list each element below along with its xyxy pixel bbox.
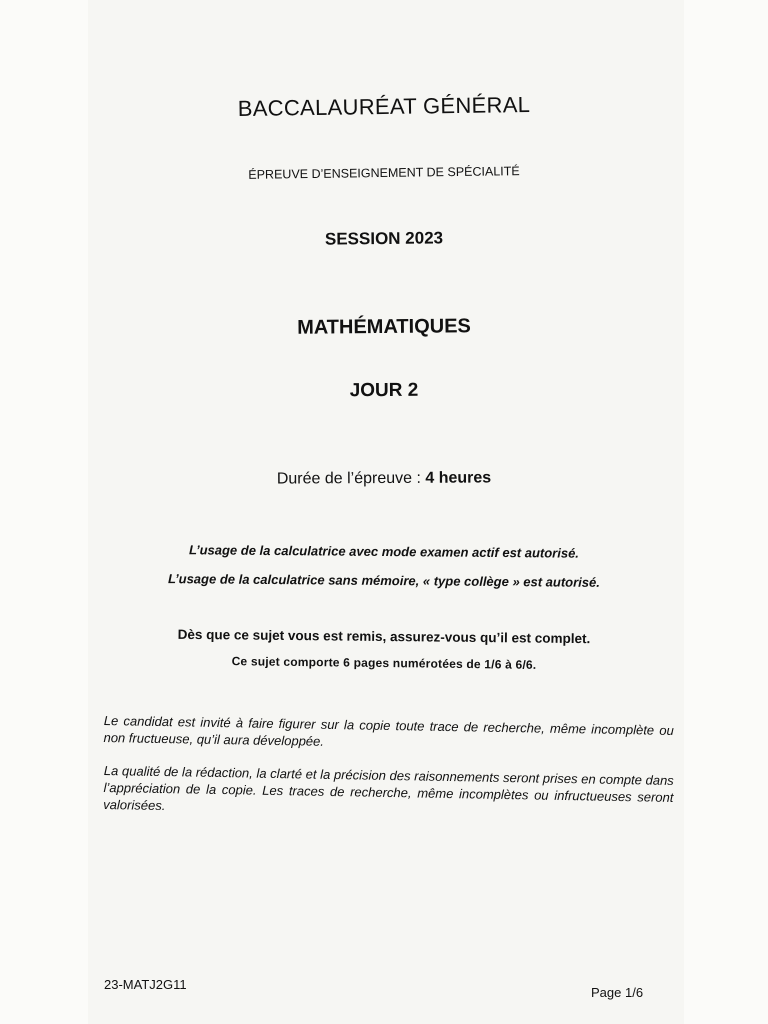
page-number: Page 1/6 <box>591 985 644 1000</box>
session-label: SESSION 2023 <box>324 228 444 249</box>
paper-sheet <box>88 0 684 1024</box>
subject-title: MATHÉMATIQUES <box>297 315 471 339</box>
duration-label: Durée de l’épreuve : <box>276 469 426 488</box>
day-label: JOUR 2 <box>349 379 419 402</box>
calculator-rule-no-memory: L’usage de la calculatrice sans mémoire, « type collège » est autorisé. <box>168 571 600 590</box>
exam-title: BACCALAURÉAT GÉNÉRAL <box>237 91 531 122</box>
instruction-paragraph-research: Le candidat est invité à faire figurer sur la copie toute trace de recherche, même incomplète ou non fructueuse, qu’il aura développée. <box>103 712 674 749</box>
instruction-paragraph-quality: La qualité de la rédaction, la clarté et la précision des raisonnements seront prises en compte dans l’appréciation de la copie. Les traces de recherche, même incomplètes ou infructueuses seront valorisées. <box>103 762 674 814</box>
exam-code: 23-MATJ2G11 <box>104 977 187 992</box>
calculator-rule-exam-mode: L’usage de la calculatrice avec mode examen actif est autorisé. <box>188 542 580 561</box>
duration-value: 4 heures <box>425 469 492 487</box>
completeness-notice: Dès que ce sujet vous est remis, assurez-vous qu’il est complet. <box>177 626 591 647</box>
page-count-notice: Ce sujet comporte 6 pages numérotées de 1/6 à 6/6. <box>231 654 537 672</box>
exam-subtitle: ÉPREUVE D’ENSEIGNEMENT DE SPÉCIALITÉ <box>248 164 520 182</box>
